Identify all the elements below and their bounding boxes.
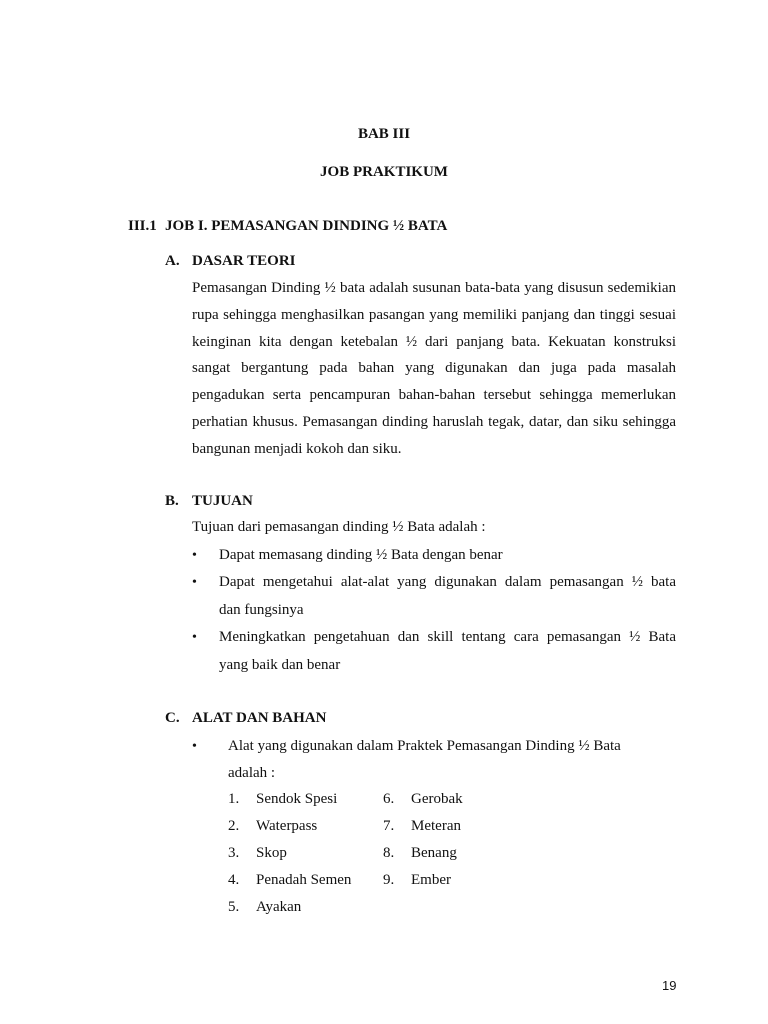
bullet-icon: • xyxy=(192,739,197,754)
subsection-c-label: C. xyxy=(165,710,180,726)
section-title: JOB I. PEMASANGAN DINDING ½ BATA xyxy=(165,218,448,234)
tujuan-item-2: Dapat mengetahui alat-alat yang digunakan dalam pemasangan ½ bata xyxy=(219,574,676,590)
alat-intro-cont: adalah : xyxy=(228,765,276,781)
tool-number: 2. xyxy=(228,818,240,834)
tool-name: Ember xyxy=(411,872,451,888)
tool-number: 5. xyxy=(228,899,240,915)
tool-number: 8. xyxy=(383,845,395,861)
tool-name: Waterpass xyxy=(256,818,318,834)
tool-number: 9. xyxy=(383,872,395,888)
chapter-subtitle: JOB PRAKTIKUM xyxy=(320,164,448,180)
tool-number: 4. xyxy=(228,872,240,888)
tujuan-intro: Tujuan dari pemasangan dinding ½ Bata adalah : xyxy=(192,519,486,535)
tool-name: Gerobak xyxy=(411,791,463,807)
tool-name: Meteran xyxy=(411,818,461,834)
page-number: 19 xyxy=(662,978,677,993)
tool-name: Benang xyxy=(411,845,457,861)
bullet-icon: • xyxy=(192,548,197,563)
subsection-c-title: ALAT DAN BAHAN xyxy=(192,710,327,726)
subsection-b-title: TUJUAN xyxy=(192,493,253,509)
bullet-icon: • xyxy=(192,575,197,590)
tool-name: Skop xyxy=(256,845,287,861)
tool-number: 3. xyxy=(228,845,240,861)
tool-number: 1. xyxy=(228,791,240,807)
subsection-a-label: A. xyxy=(165,253,180,269)
tujuan-item-3-cont: yang baik dan benar xyxy=(219,657,341,673)
tool-number: 7. xyxy=(383,818,395,834)
tool-name: Sendok Spesi xyxy=(256,791,338,807)
chapter-title: BAB III xyxy=(357,126,411,142)
section-number: III.1 xyxy=(128,218,157,234)
tujuan-item-3: Meningkatkan pengetahuan dan skill tentang cara pemasangan ½ Bata xyxy=(219,629,676,645)
tool-name: Ayakan xyxy=(256,899,302,915)
alat-intro: Alat yang digunakan dalam Praktek Pemasangan Dinding ½ Bata xyxy=(228,738,621,754)
tujuan-item-2-cont: dan fungsinya xyxy=(219,602,304,618)
tool-number: 6. xyxy=(383,791,395,807)
tujuan-item-1: Dapat memasang dinding ½ Bata dengan benar xyxy=(219,547,503,563)
dasar-teori-paragraph: Pemasangan Dinding ½ bata adalah susunan bata-bata yang disusun sedemikian rupa sehingga menghasilkan pasangan yang memiliki panjang dan tinggi sesuai keinginan kita dengan ketebalan ½ dari panjang bata. Kekuatan konstruksi sangat bergantung pada bahan yang digunakan dan juga pada masalah pengadukan serta pencampuran bahan-bahan tersebut sehingga memerlukan perhatian khusus. Pemasangan dinding haruslah tegak, datar, dan siku sehingga bangunan menjadi kokoh dan siku. xyxy=(192,280,676,457)
subsection-b-label: B. xyxy=(165,493,179,509)
tool-name: Penadah Semen xyxy=(256,872,352,888)
bullet-icon: • xyxy=(192,630,197,645)
subsection-a-title: DASAR TEORI xyxy=(192,253,296,269)
